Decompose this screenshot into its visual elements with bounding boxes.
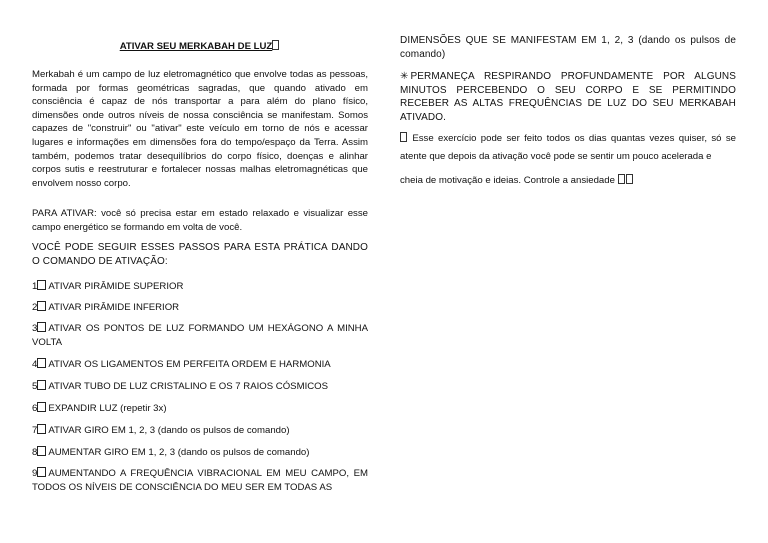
steps-intro-paragraph: VOCÊ PODE SEGUIR ESSES PASSOS PARA ESTA PRÁTICA DANDO O COMANDO DE ATIVAÇÃO: [32, 242, 368, 267]
step-8: 8 AUMENTAR GIRO EM 1, 2, 3 (dando os pulsos de comando) [32, 447, 310, 458]
checkbox-icon [37, 380, 46, 390]
checkbox-icon [37, 467, 46, 477]
missing-glyph-icon [626, 174, 633, 184]
checkbox-icon [37, 280, 46, 290]
note-paragraph: Esse exercício pode ser feito todos os dias quantas vezes quiser, só se atente que depois da ativação você pode se sentir um pouco acelerada e [400, 133, 736, 162]
step-6: 6 EXPANDIR LUZ (repetir 3x) [32, 403, 167, 414]
intro-paragraph: Merkabah é um campo de luz eletromagnético que envolve todas as pessoas, formada por formas geométricas sagradas, que quando ativado em consciência é capaz de nós transportar a para além do plano físico, dimensões onde outros níveis de nossa consciência se manifestam. Somos capazes de "construir" ou "ativar" este veículo em torno de nós e acessar lugares e informações em dimensões fora do tempo/espaço da Terra. Assim também, podemos tratar desequilíbrios do corpo físico, doenças e alinhar corpos sutis e reestruturar e fortalecer nossas malhas eletromagnéticas que envolvem nosso corpo. [32, 69, 368, 189]
document-title [32, 40, 368, 54]
continuation-paragraph: DIMENSÕES QUE SE MANIFESTAM EM 1, 2, 3 (dando os pulsos de comando) [400, 35, 736, 60]
activation-paragraph: PARA ATIVAR: você só precisa estar em estado relaxado e visualizar esse campo energético se formando em volta de você. [32, 208, 368, 233]
title-text: ATIVAR SEU MERKABAH DE LUZ [119, 41, 273, 52]
step-4: 4 ATIVAR OS LIGAMENTOS EM PERFEITA ORDEM E HARMONIA [32, 359, 331, 370]
missing-glyph-icon [618, 174, 625, 184]
step-2: 2 ATIVAR PIRÂMIDE INFERIOR [32, 302, 180, 313]
step-9: 9 AUMENTANDO A FREQUÊNCIA VIBRACIONAL EM MEU CAMPO, EM TODOS OS NÍVEIS DE CONSCIÊNCIA DO MEU SER EM TODAS AS [32, 468, 368, 493]
step-7: 7 ATIVAR GIRO EM 1, 2, 3 (dando os pulsos de comando) [32, 425, 290, 436]
step-1: 1 ATIVAR PIRÂMIDE SUPERIOR [32, 281, 184, 292]
checkbox-icon [37, 322, 46, 332]
asterisk-star-icon: ✳ [400, 71, 409, 82]
breathing-paragraph: ✳ PERMANEÇA RESPIRANDO PROFUNDAMENTE POR ALGUNS MINUTOS PERCEBENDO O SEU CORPO E SE PERMITINDO RECEBER AS ALTAS FREQUÊNCIAS DE LUZ DO SEU MERKABAH ATIVADO. [400, 71, 736, 123]
step-5: 5 ATIVAR TUBO DE LUZ CRISTALINO E OS 7 RAIOS CÓSMICOS [32, 381, 329, 392]
missing-glyph-icon [272, 40, 279, 50]
checkbox-icon [37, 301, 46, 311]
checkbox-icon [37, 424, 46, 434]
checkbox-icon [37, 358, 46, 368]
step-3: 3 ATIVAR OS PONTOS DE LUZ FORMANDO UM HEXÁGONO A MINHA VOLTA [32, 323, 368, 348]
checkbox-icon [37, 446, 46, 456]
note-paragraph-end: cheia de motivação e ideias. Controle a ansiedade [400, 174, 736, 188]
checkbox-icon [37, 402, 46, 412]
missing-glyph-icon [400, 132, 407, 142]
